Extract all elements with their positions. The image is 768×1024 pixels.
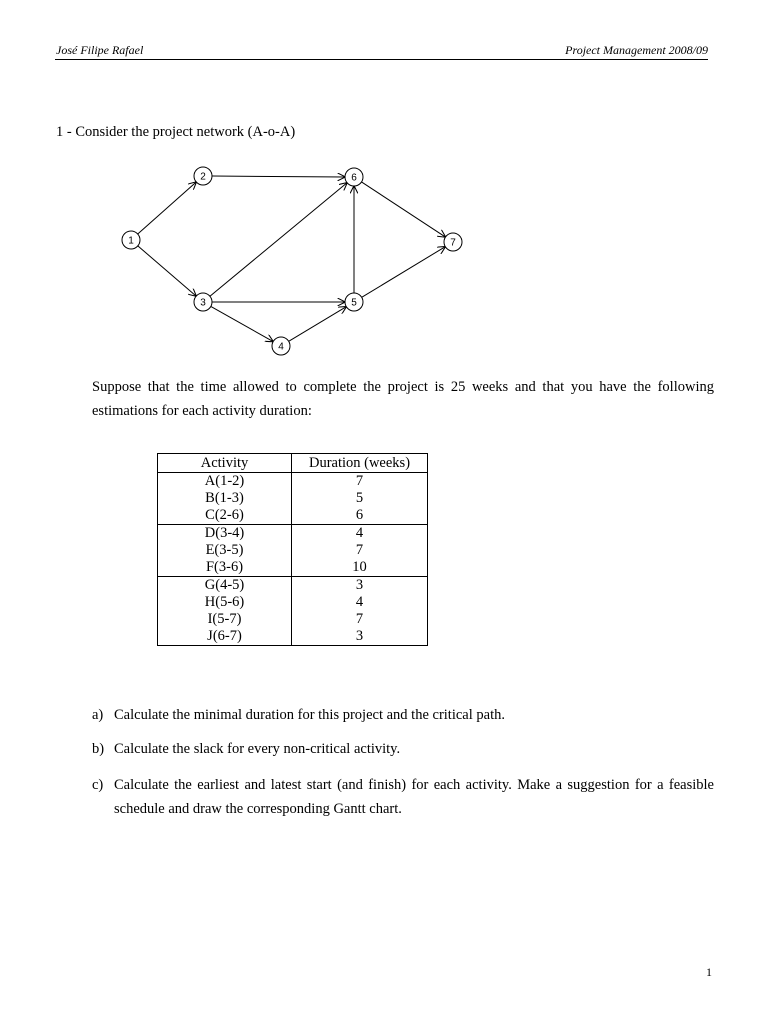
activity-cell: I(5-7) — [158, 611, 292, 628]
activity-cell: D(3-4) — [158, 525, 292, 543]
table-row — [158, 559, 428, 577]
network-arrow-3-4 — [211, 306, 273, 341]
network-arrow-6-7 — [362, 182, 446, 237]
task-item-c — [92, 773, 714, 821]
task-text: Calculate the minimal duration for this project and the critical path. — [114, 707, 505, 723]
network-arrow-2-6 — [212, 176, 345, 177]
activity-cell: B(1-3) — [158, 490, 292, 507]
question-title: 1 - Consider the project network (A-o-A) — [56, 124, 296, 140]
network-node-3 — [194, 293, 212, 311]
table-row — [158, 542, 428, 559]
project-network-diagram — [0, 0, 768, 370]
table-row — [158, 628, 428, 646]
column-header-activity: Activity — [158, 454, 292, 473]
network-node-label: 1 — [128, 235, 134, 247]
network-node-6 — [345, 168, 363, 186]
table-row — [158, 594, 428, 611]
network-node-label: 3 — [200, 297, 206, 309]
task-letter: b) — [92, 741, 105, 757]
network-arrow-5-7 — [362, 247, 446, 298]
column-header-duration: Duration (weeks) — [292, 454, 428, 473]
network-node-4 — [272, 337, 290, 355]
duration-cell: 3 — [292, 577, 428, 595]
network-node-label: 6 — [351, 172, 357, 184]
network-arrow-3-6 — [210, 183, 347, 297]
network-node-label: 4 — [278, 341, 284, 353]
task-text: Calculate the slack for every non-critical activity. — [114, 741, 401, 757]
duration-cell: 6 — [292, 507, 428, 525]
duration-cell: 3 — [292, 628, 428, 646]
network-node-label: 7 — [450, 237, 456, 249]
duration-cell: 7 — [292, 611, 428, 628]
question-intro: Suppose that the time allowed to complete the project is 25 weeks and that you have the following estimations for each activity duration: — [92, 379, 714, 419]
task-item-a — [92, 703, 714, 727]
duration-cell: 4 — [292, 594, 428, 611]
page-number: 1 — [706, 965, 712, 979]
activity-cell: G(4-5) — [158, 577, 292, 595]
network-arrow-1-2 — [138, 182, 197, 234]
activity-cell: F(3-6) — [158, 559, 292, 577]
duration-cell: 10 — [292, 559, 428, 577]
activity-cell: C(2-6) — [158, 507, 292, 525]
activity-cell: H(5-6) — [158, 594, 292, 611]
table-row — [158, 611, 428, 628]
table-row — [158, 507, 428, 525]
header-course: Project Management 2008/09 — [565, 43, 708, 57]
task-letter: a) — [92, 707, 104, 723]
task-letter: c) — [92, 777, 104, 793]
activity-duration-table — [157, 453, 428, 646]
network-node-2 — [194, 167, 212, 185]
network-arrow-4-5 — [289, 307, 347, 342]
duration-cell: 5 — [292, 490, 428, 507]
header-author: José Filipe Rafael — [56, 43, 144, 57]
duration-cell: 7 — [292, 542, 428, 559]
network-node-label: 5 — [351, 297, 357, 309]
network-node-label: 2 — [200, 171, 206, 183]
network-node-7 — [444, 233, 462, 251]
network-node-1 — [122, 231, 140, 249]
network-arrow-1-3 — [138, 246, 196, 296]
table-row — [158, 525, 428, 543]
activity-cell: E(3-5) — [158, 542, 292, 559]
table-row — [158, 490, 428, 507]
activity-cell: J(6-7) — [158, 628, 292, 646]
table-row — [158, 473, 428, 491]
task-item-b — [92, 737, 714, 761]
table-row — [158, 577, 428, 595]
activity-cell: A(1-2) — [158, 473, 292, 491]
network-node-5 — [345, 293, 363, 311]
table-header-row — [158, 454, 428, 473]
duration-cell: 4 — [292, 525, 428, 543]
duration-cell: 7 — [292, 473, 428, 491]
task-text: Calculate the earliest and latest start (and finish) for each activity. Make a suggestion for a feasible schedule and draw the corresponding Gantt chart. — [114, 777, 714, 817]
